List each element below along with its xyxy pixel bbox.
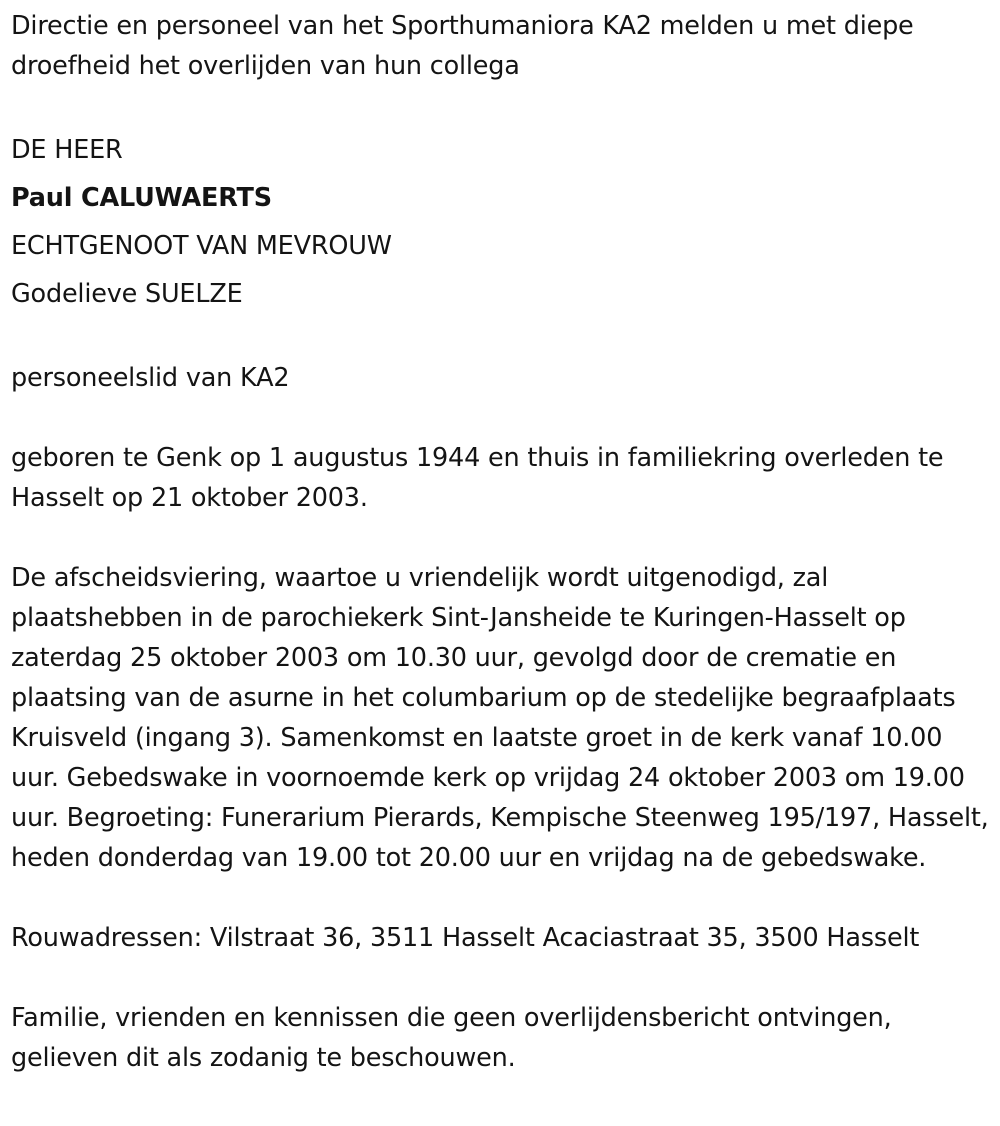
closing-paragraph: Familie, vrienden en kennissen die geen overlijdensbericht ontvingen, gelieven dit als zodanig te beschouwen. xyxy=(11,1003,892,1073)
deceased-name: Paul CALUWAERTS xyxy=(11,183,272,213)
birth-death-paragraph: geboren te Genk op 1 augustus 1944 en thuis in familiekring overleden te Hasselt op 21 oktober 2003. xyxy=(11,443,944,513)
ceremony-paragraph: De afscheidsviering, waartoe u vriendelijk wordt uitgenodigd, zal plaatshebben in de parochiekerk Sint-Jansheide te Kuringen-Hasselt op zaterdag 25 oktober 2003 om 10.30 uur, gevolgd door de crematie en plaatsing van de asurne in het columbarium op de stedelijke begraafplaats Kruisveld (ingang 3). Samenkomst en laatste groet in de kerk vanaf 10.00 uur. Gebedswake in voornoemde kerk op vrijdag 24 oktober 2003 om 19.00 uur. Begroeting: Funerarium Pierards, Kempische Steenweg 195/197, Hasselt, heden donderdag van 19.00 tot 20.00 uur en vrijdag na de gebedswake. xyxy=(11,563,989,873)
spouse-line: ECHTGENOOT VAN MEVROUW xyxy=(11,231,392,261)
deceased-block xyxy=(11,126,995,318)
addresses-paragraph: Rouwadressen: Vilstraat 36, 3511 Hasselt Acaciastraat 35, 3500 Hasselt xyxy=(11,923,920,953)
intro-paragraph: Directie en personeel van het Sporthumaniora KA2 melden u met diepe droefheid het overlijden van hun collega xyxy=(11,11,914,81)
title-line: DE HEER xyxy=(11,135,123,165)
role-paragraph: personeelslid van KA2 xyxy=(11,363,290,393)
spouse-name: Godelieve SUELZE xyxy=(11,279,243,309)
obituary-notice xyxy=(11,6,995,1078)
